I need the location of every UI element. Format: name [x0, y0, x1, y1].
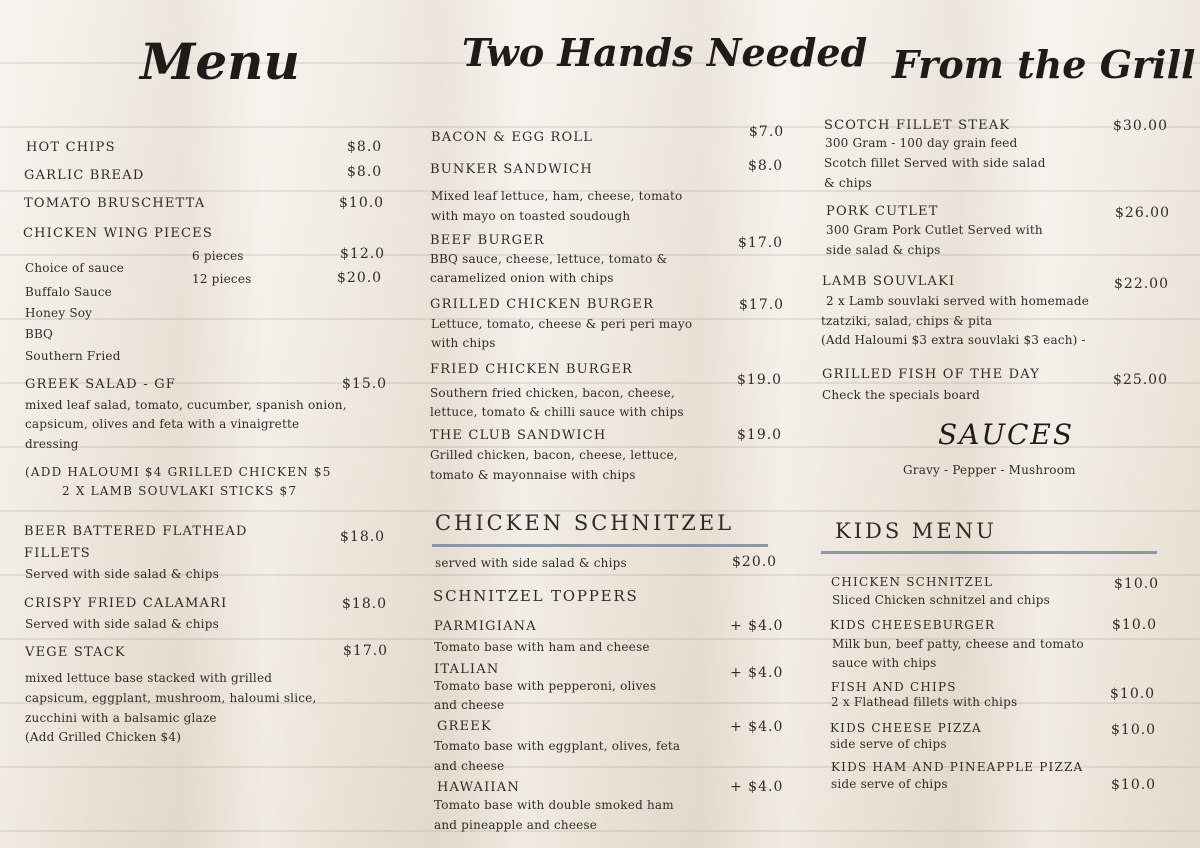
club-desc-0: Grilled chicken, bacon, cheese, lettuce,	[430, 448, 678, 462]
pork-desc-1: side salad & chips	[826, 243, 941, 257]
sauces-list: Gravy - Pepper - Mushroom	[903, 463, 1076, 477]
topper-hawaiian-name: HAWAIIAN	[437, 780, 520, 795]
wings-sauce-3: Southern Fried	[25, 349, 121, 363]
item-hot-chips-name: HOT CHIPS	[26, 140, 116, 155]
item-fish-name: GRILLED FISH OF THE DAY	[822, 367, 1041, 382]
kids-fish-price: $10.0	[1110, 686, 1156, 702]
kids-cheeseburger-name: KIDS CHEESEBURGER	[830, 618, 996, 632]
grilled-chicken-desc-0: Lettuce, tomato, cheese & peri peri mayo	[431, 317, 693, 331]
item-grilled-chicken-name: GRILLED CHICKEN BURGER	[430, 297, 655, 312]
grilled-chicken-desc-1: with chips	[431, 336, 496, 350]
item-vege-name: VEGE STACK	[25, 645, 126, 660]
topper-greek-name: GREEK	[437, 719, 492, 734]
kids-schnitzel-name: CHICKEN SCHNITZEL	[831, 575, 994, 589]
topper-italian-name: ITALIAN	[434, 662, 500, 677]
item-lamb-name: LAMB SOUVLAKI	[822, 274, 956, 289]
addons-line-0: (ADD HALOUMI $4 GRILLED CHICKEN $5	[25, 465, 332, 479]
vege-desc-2: zucchini with a balsamic glaze	[25, 711, 217, 725]
wings-option-12: 12 pieces	[192, 272, 252, 286]
item-wings-name: CHICKEN WING PIECES	[23, 226, 213, 241]
kids-menu-heading: KIDS MENU	[835, 519, 997, 543]
item-fried-chicken-name: FRIED CHICKEN BURGER	[430, 362, 634, 377]
lamb-desc-1: tzatziki, salad, chips & pita	[821, 314, 993, 328]
schnitzel-heading: CHICKEN SCHNITZEL	[435, 511, 735, 535]
two-hands-title: Two Hands Needed	[462, 30, 868, 75]
item-pork-name: PORK CUTLET	[826, 204, 939, 219]
italian-desc-1: and cheese	[434, 698, 505, 712]
item-garlic-bread-name: GARLIC BREAD	[24, 168, 145, 183]
wings-sauce-1: Honey Soy	[25, 306, 93, 320]
greek-salad-desc-1: capsicum, olives and feta with a vinaigrette	[25, 417, 300, 431]
fried-chicken-desc-1: lettuce, tomato & chilli sauce with chips	[430, 405, 684, 419]
item-greek-salad-price: $15.0	[342, 376, 388, 392]
addons-line-1: 2 X LAMB SOUVLAKI STICKS $7	[62, 484, 298, 498]
wings-price-6: $12.0	[340, 246, 386, 262]
item-beef-name: BEEF BURGER	[430, 233, 545, 248]
kids-ham-pizza-desc: side serve of chips	[831, 777, 948, 791]
topper-italian-price: + $4.0	[730, 665, 784, 681]
kids-cheeseburger-price: $10.0	[1112, 617, 1158, 633]
scotch-desc-1: Scotch fillet Served with side salad	[824, 156, 1046, 170]
item-grilled-chicken-price: $17.0	[739, 297, 785, 313]
wings-price-12: $20.0	[337, 270, 383, 286]
item-flathead-name-1: FILLETS	[24, 546, 91, 561]
item-bacon-egg-name: BACON & EGG ROLL	[431, 130, 594, 145]
beef-desc-0: BBQ sauce, cheese, lettuce, tomato &	[430, 252, 668, 266]
wings-sauce-title: Choice of sauce	[25, 261, 124, 275]
item-fish-price: $25.00	[1113, 372, 1168, 388]
scotch-desc-0: 300 Gram - 100 day grain feed	[825, 136, 1018, 150]
hawaiian-desc-1: and pineapple and cheese	[434, 818, 598, 832]
kids-pizza-desc: side serve of chips	[830, 737, 947, 751]
item-calamari-price: $18.0	[342, 596, 388, 612]
kids-fish-desc: 2 x Flathead fillets with chips	[831, 695, 1018, 709]
schnitzel-price: $20.0	[732, 554, 778, 570]
item-bacon-egg-price: $7.0	[749, 124, 785, 140]
item-calamari-name: CRISPY FRIED CALAMARI	[24, 596, 228, 611]
item-hot-chips-price: $8.0	[347, 139, 383, 155]
wings-option-6: 6 pieces	[192, 249, 244, 263]
schnitzel-rule	[432, 544, 768, 547]
scotch-desc-2: & chips	[824, 176, 873, 190]
kids-fish-name: FISH AND CHIPS	[831, 680, 957, 694]
sauces-heading: SAUCES	[938, 418, 1075, 451]
lamb-desc-0: 2 x Lamb souvlaki served with homemade	[826, 294, 1090, 308]
topper-greek-price: + $4.0	[730, 719, 784, 735]
greek-desc-0: Tomato base with eggplant, olives, feta	[434, 739, 681, 753]
item-pork-price: $26.00	[1115, 205, 1170, 221]
kids-ham-pizza-price: $10.0	[1111, 777, 1157, 793]
greek-salad-desc-2: dressing	[25, 437, 79, 451]
kids-schnitzel-price: $10.0	[1114, 576, 1160, 592]
topper-hawaiian-price: + $4.0	[730, 779, 784, 795]
toppers-heading: SCHNITZEL TOPPERS	[433, 587, 639, 605]
item-vege-price: $17.0	[343, 643, 389, 659]
topper-parmigiana-name: PARMIGIANA	[434, 619, 537, 634]
item-scotch-price: $30.00	[1113, 118, 1168, 134]
item-bunker-price: $8.0	[748, 158, 784, 174]
kids-pizza-name: KIDS CHEESE PIZZA	[830, 721, 982, 735]
beef-desc-1: caramelized onion with chips	[430, 271, 614, 285]
vege-desc-0: mixed lettuce base stacked with grilled	[25, 671, 273, 685]
item-beef-price: $17.0	[738, 235, 784, 251]
greek-salad-desc-0: mixed leaf salad, tomato, cucumber, spanish onion,	[25, 398, 347, 412]
fried-chicken-desc-0: Southern fried chicken, bacon, cheese,	[430, 386, 675, 400]
wings-sauce-0: Buffalo Sauce	[25, 285, 112, 299]
flathead-desc: Served with side salad & chips	[25, 567, 219, 581]
schnitzel-desc: served with side salad & chips	[435, 556, 627, 570]
item-garlic-bread-price: $8.0	[347, 164, 383, 180]
italian-desc-0: Tomato base with pepperoni, olives	[434, 679, 657, 693]
vege-desc-1: capsicum, eggplant, mushroom, haloumi slice,	[25, 691, 317, 705]
item-bunker-name: BUNKER SANDWICH	[430, 162, 593, 177]
kids-menu-rule	[821, 551, 1157, 554]
bunker-desc-0: Mixed leaf lettuce, ham, cheese, tomato	[431, 189, 683, 203]
item-club-name: THE CLUB SANDWICH	[430, 428, 607, 443]
kids-pizza-price: $10.0	[1111, 722, 1157, 738]
kids-schnitzel-desc: Sliced Chicken schnitzel and chips	[832, 593, 1050, 607]
kids-ham-pizza-name: KIDS HAM AND PINEAPPLE PIZZA	[831, 760, 1084, 774]
item-scotch-name: SCOTCH FILLET STEAK	[824, 118, 1011, 133]
hawaiian-desc-0: Tomato base with double smoked ham	[434, 798, 674, 812]
from-the-grill-title: From the Grill	[892, 42, 1196, 87]
item-greek-salad-name: GREEK SALAD - GF	[25, 377, 176, 392]
item-flathead-price: $18.0	[340, 529, 386, 545]
club-desc-1: tomato & mayonnaise with chips	[430, 468, 636, 482]
kids-cheeseburger-desc-0: Milk bun, beef patty, cheese and tomato	[832, 637, 1084, 651]
item-flathead-name-0: BEER BATTERED FLATHEAD	[24, 524, 248, 539]
item-bruschetta-price: $10.0	[339, 195, 385, 211]
bunker-desc-1: with mayo on toasted soudough	[431, 209, 631, 223]
item-lamb-price: $22.00	[1114, 276, 1169, 292]
topper-parmigiana-price: + $4.0	[730, 618, 784, 634]
kids-cheeseburger-desc-1: sauce with chips	[832, 656, 937, 670]
wings-sauce-2: BBQ	[25, 327, 54, 341]
parmigiana-desc-0: Tomato base with ham and cheese	[434, 640, 650, 654]
lamb-desc-2: (Add Haloumi $3 extra souvlaki $3 each) -	[821, 333, 1086, 347]
item-fried-chicken-price: $19.0	[737, 372, 783, 388]
greek-desc-1: and cheese	[434, 759, 505, 773]
pork-desc-0: 300 Gram Pork Cutlet Served with	[826, 223, 1043, 237]
item-bruschetta-name: TOMATO BRUSCHETTA	[24, 196, 206, 211]
calamari-desc: Served with side salad & chips	[25, 617, 219, 631]
vege-desc-3: (Add Grilled Chicken $4)	[25, 730, 182, 744]
item-club-price: $19.0	[737, 427, 783, 443]
menu-title: Menu	[140, 32, 300, 91]
fish-desc-0: Check the specials board	[822, 388, 981, 402]
